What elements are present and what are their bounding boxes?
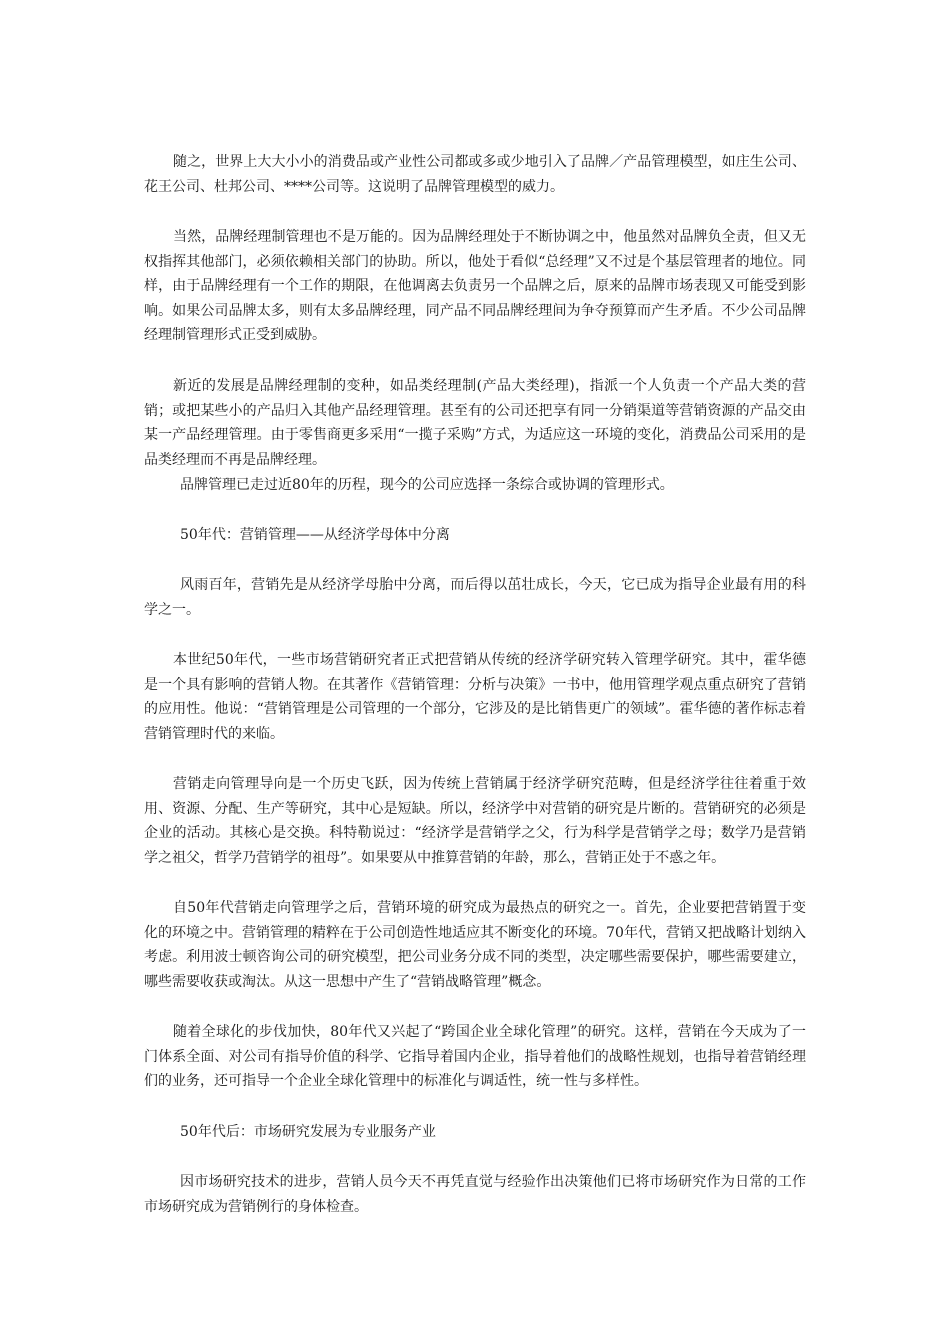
paragraph-environment-research: 自50年代营销走向管理学之后，营销环境的研究成为最热点的研究之一。首先，企业要把营销置于变化的环境之中。营销管理的精粹在于公司创造性地适应其不断变化的环境。70年代，营销又把战略计划纳入考虑。利用波士顿咨询公司的研究模型，把公司业务分成不同的类型，决定哪些需要保护，哪些需要建立，哪些需要收获或淘汰。从这一思想中产生了“营销战略管理”概念。 bbox=[144, 900, 806, 990]
paragraph-brand-manager-limits: 当然，品牌经理制管理也不是万能的。因为品牌经理处于不断协调之中，他虽然对品牌负全责，但又无权指挥其他部门，必须依赖相关部门的协助。所以，他处于看似“总经理”又不过是个基层管理者的地位。同样，由于品牌经理有一个工作的期限，在他调离去负责另一个品牌之后，原来的品牌市场表现又可能受到影响。如果公司品牌太多，则有太多品牌经理，同产品不同品牌经理间为争夺预算而产生矛盾。不少公司品牌经理制管理形式正受到威胁。 bbox=[144, 229, 806, 343]
paragraph-marketing-century: 风雨百年，营销先是从经济学母胎中分离，而后得以茁壮成长，今天，它已成为指导企业最有用的科学之一。 bbox=[144, 577, 806, 618]
paragraph-management-orientation: 营销走向管理导向是一个历史飞跃，因为传统上营销属于经济学研究范畴，但是经济学往往着重于效用、资源、分配、生产等研究，其中心是短缺。所以，经济学中对营销的研究是片断的。营销研究的必须是企业的活动。其核心是交换。科特勒说过：“经济学是营销学之父，行为科学是营销学之母；数学乃是营销学之祖父，哲学乃营销学的祖母”。如果要从中推算营销的年龄，那么，营销正处于不惑之年。 bbox=[144, 776, 806, 866]
paragraph-brand-model-adoption: 随之，世界上大大小小的消费品或产业性公司都或多或少地引入了品牌／产品管理模型，如庄生公司、花王公司、杜邦公司、****公司等。这说明了品牌管理模型的威力。 bbox=[144, 154, 806, 195]
paragraph-category-manager: 新近的发展是品牌经理制的变种，如品类经理制(产品大类经理)，指派一个人负责一个产品大类的营销；或把某些小的产品归入其他产品经理管理。甚至有的公司还把享有同一分销渠道等营销资源的产品交由某一产品经理管理。由于零售商更多采用“一揽子采购”方式，为适应这一环境的变化，消费品公司采用的是品类经理而不再是品牌经理。 bbox=[144, 378, 806, 468]
paragraph-howard: 本世纪50年代，一些市场营销研究者正式把营销从传统的经济学研究转入管理学研究。其中，霍华德是一个具有影响的营销人物。在其著作《营销管理：分析与决策》一书中，他用管理学观点重点研究了营销的应用性。他说：“营销管理是公司管理的一个部分，它涉及的是比销售更广的领域”。霍华德的著作标志着营销管理时代的来临。 bbox=[144, 652, 806, 742]
section-heading-post-1950s: 50年代后：市场研究发展为专业服务产业 bbox=[180, 1124, 436, 1140]
paragraph-market-research: 因市场研究技术的进步，营销人员今天不再凭直觉与经验作出决策他们已将市场研究作为日常的工作市场研究成为营销例行的身体检查。 bbox=[144, 1174, 806, 1215]
paragraph-globalization: 随着全球化的步伐加快，80年代又兴起了“跨国企业全球化管理”的研究。这样，营销在今天成为了一门体系全面、对公司有指导价值的科学、它指导着国内企业，指导着他们的战略性规划，也指导着营销经理们的业务，还可指导一个企业全球化管理中的标准化与调适性，统一性与多样性。 bbox=[144, 1024, 806, 1089]
section-heading-1950s: 50年代：营销管理——从经济学母体中分离 bbox=[180, 527, 450, 543]
paragraph-brand-history: 品牌管理已走过近80年的历程，现今的公司应选择一条综合或协调的管理形式。 bbox=[180, 477, 674, 493]
